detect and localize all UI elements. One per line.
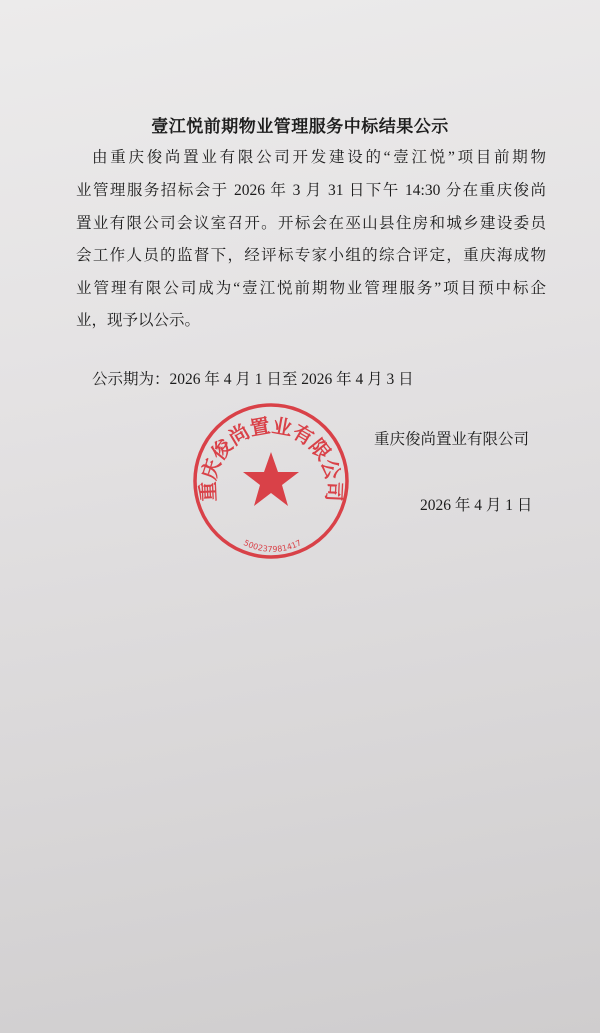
signature-company: 重庆俊尚置业有限公司 xyxy=(374,431,530,448)
seal-number: 500237981417 xyxy=(242,538,303,554)
body-line: 会工作人员的监督下，经评标专家小组的综合评定，重庆海成物 xyxy=(76,247,546,264)
body-line: 业管理服务招标会于 2026 年 3 月 31 日下午 14:30 分在重庆俊尚 xyxy=(76,182,546,199)
body-line: 业管理有限公司成为“壹江悦前期物业管理服务”项目预中标企 xyxy=(76,280,546,297)
body-line: 业，现予以公示。 xyxy=(76,312,201,329)
company-seal xyxy=(190,400,352,562)
body-line: 置业有限公司会议室召开。开标会在巫山县住房和城乡建设委员 xyxy=(76,215,546,232)
publicity-period: 公示期为：2026 年 4 月 1 日至 2026 年 4 月 3 日 xyxy=(92,371,414,388)
star-icon xyxy=(243,452,299,506)
seal-text: 重庆俊尚置业有限公司 xyxy=(195,413,347,503)
document-title: 壹江悦前期物业管理服务中标结果公示 xyxy=(151,117,449,136)
body-line: 由重庆俊尚置业有限公司开发建设的“壹江悦”项目前期物 xyxy=(92,149,546,166)
signature-date: 2026 年 4 月 1 日 xyxy=(420,497,533,514)
